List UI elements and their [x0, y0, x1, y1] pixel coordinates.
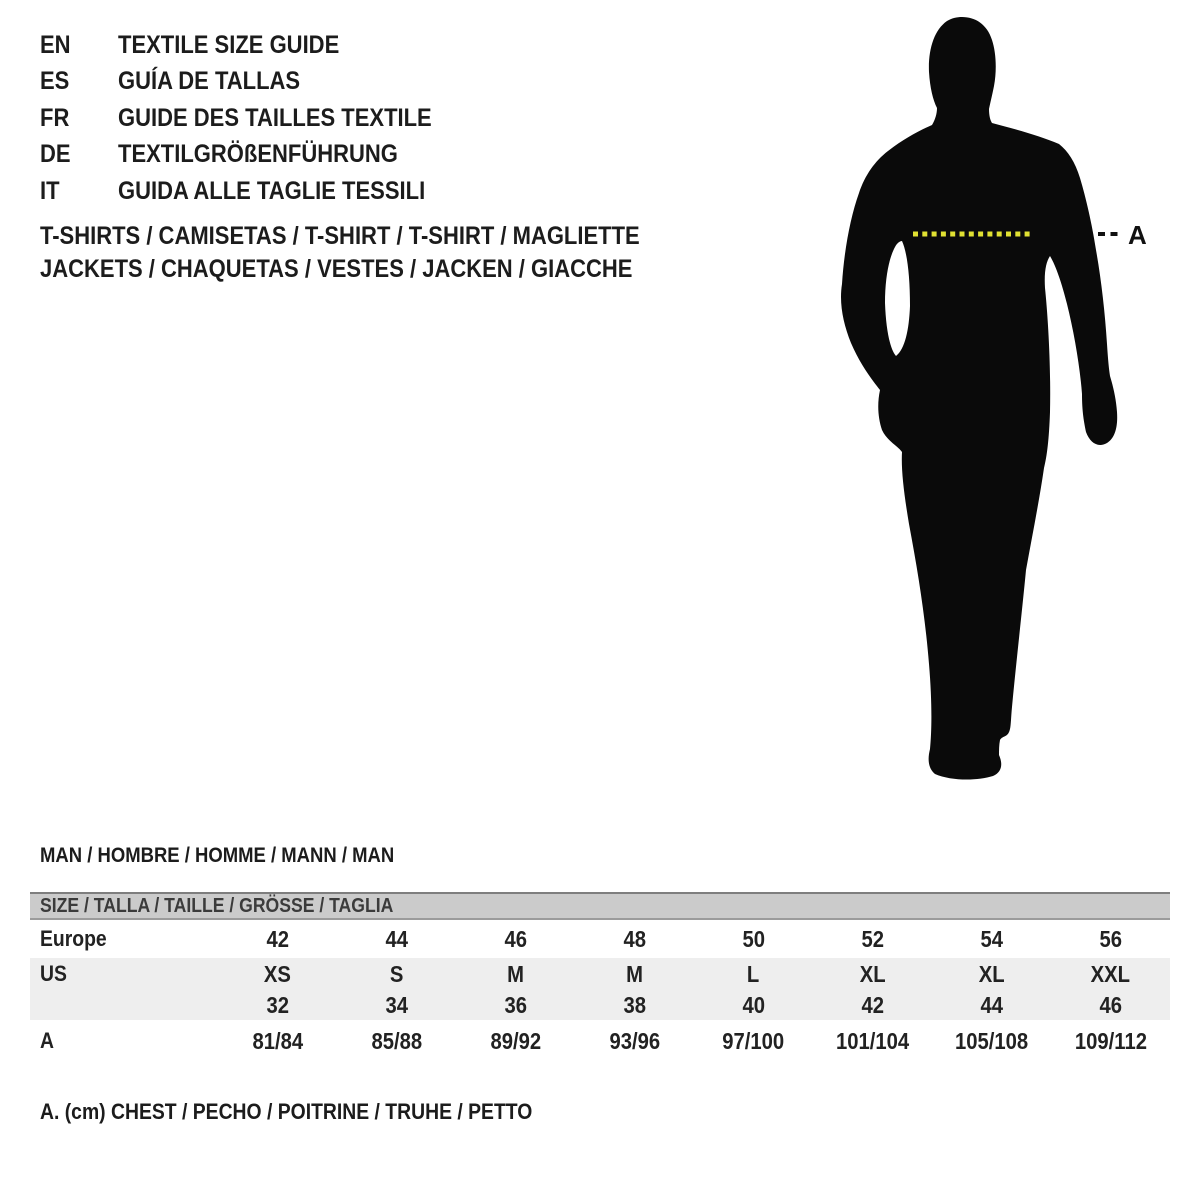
language-code: DE [40, 140, 71, 169]
size-cell: XL [978, 960, 1005, 987]
row-label: US [40, 961, 67, 986]
language-code: ES [40, 67, 70, 96]
size-cell: 38 [623, 991, 646, 1018]
size-cell: S [389, 960, 404, 987]
language-title: TEXTILE SIZE GUIDE [118, 30, 340, 59]
size-cell: M [626, 960, 643, 987]
size-cell: 44 [980, 991, 1003, 1018]
size-table-header-text: SIZE / TALLA / TAILLE / GRÖSSE / TAGLIA [40, 894, 394, 917]
measure-label: A [1128, 220, 1147, 250]
measurement-footnote [40, 1097, 599, 1127]
size-cell: 46 [504, 925, 527, 952]
size-cell: 97/100 [722, 1027, 785, 1054]
size-cell: 42 [266, 925, 289, 952]
size-cell: 50 [742, 925, 765, 952]
size-cell: XL [859, 960, 886, 987]
size-cell: 56 [1099, 925, 1122, 952]
size-cell: 36 [504, 991, 527, 1018]
size-cell: 52 [861, 925, 884, 952]
size-cell: 44 [385, 925, 408, 952]
language-row-it [40, 173, 475, 210]
size-cell: 54 [980, 925, 1003, 952]
language-code: EN [40, 30, 71, 59]
language-row-es [40, 64, 475, 101]
language-title: GUIDE DES TAILLES TEXTILE [118, 103, 432, 132]
size-cell: 34 [385, 991, 408, 1018]
man-silhouette-figure [835, 12, 1175, 792]
language-title: GUIDA ALLE TAGLIE TESSILI [118, 176, 426, 205]
size-cell: L [747, 960, 760, 987]
language-row-de [40, 137, 475, 174]
size-cell: 48 [623, 925, 646, 952]
man-silhouette-path [841, 17, 1117, 780]
size-cell: 81/84 [252, 1027, 303, 1054]
gender-title-text: MAN / HOMBRE / HOMME / MANN / MAN [40, 844, 395, 867]
category-line-jackets: JACKETS / CHAQUETAS / VESTES / JACKEN / GIACCHE [40, 255, 633, 283]
size-table [30, 892, 1170, 1062]
gender-section-title [40, 842, 442, 870]
measurement-footnote-text: A. (cm) CHEST / PECHO / POITRINE / TRUHE / PETTO [40, 1099, 533, 1124]
language-code: FR [40, 103, 70, 132]
size-cell: XS [263, 960, 292, 987]
size-cell: 109/112 [1074, 1027, 1147, 1054]
language-row-en [40, 27, 475, 64]
size-cell: XXL [1090, 960, 1131, 987]
table-row-chest-a [30, 1020, 1170, 1062]
language-code: IT [40, 176, 60, 205]
table-row-europe [30, 920, 1170, 958]
language-title: GUÍA DE TALLAS [118, 67, 301, 96]
row-label: Europe [40, 926, 107, 951]
language-list [40, 27, 475, 210]
row-label: A [40, 1028, 54, 1053]
table-row-numeric [30, 990, 1170, 1020]
size-cell: 46 [1099, 991, 1122, 1018]
size-cell: 101/104 [835, 1027, 910, 1054]
category-line-tshirts: T-SHIRTS / CAMISETAS / T-SHIRT / T-SHIRT / MAGLIETTE [40, 222, 640, 250]
size-cell: 32 [266, 991, 289, 1018]
size-table-header [30, 892, 1170, 920]
size-cell: 85/88 [371, 1027, 422, 1054]
table-row-us [30, 958, 1170, 990]
size-cell: 89/92 [490, 1027, 541, 1054]
size-cell: 40 [742, 991, 765, 1018]
size-cell: 93/96 [609, 1027, 660, 1054]
category-titles [40, 220, 721, 286]
language-title: TEXTILGRÖßENFÜHRUNG [118, 140, 398, 169]
language-row-fr [40, 100, 475, 137]
size-cell: M [507, 960, 524, 987]
man-silhouette-svg [835, 12, 1175, 792]
size-cell: 105/108 [954, 1027, 1029, 1054]
size-cell: 42 [861, 991, 884, 1018]
